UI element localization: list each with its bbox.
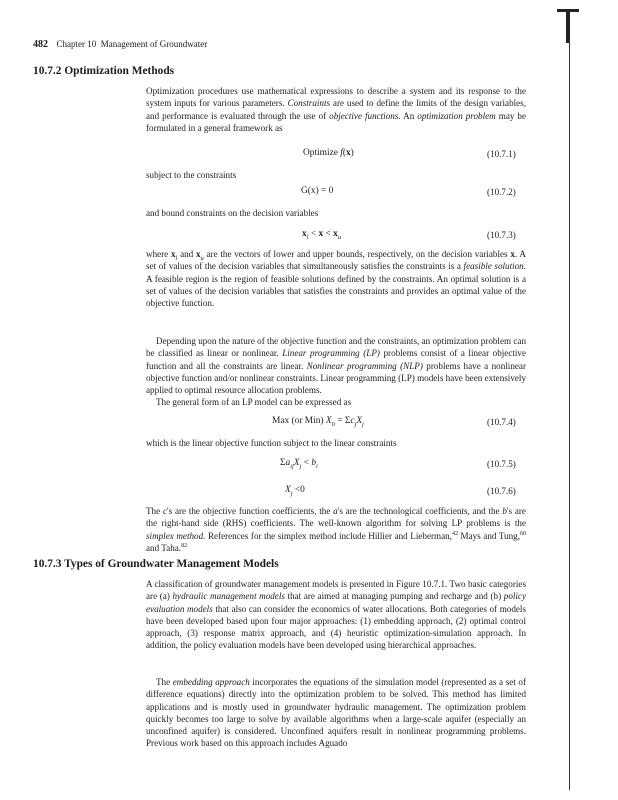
paragraph: The embedding approach incorporates the equations of the simulation model (represented as a set of difference equations) directly into the optimization problem to be solved. This method has limited applications and is mostly used in groundwater hydraulic management. The optimization problem quickly becomes too large to solve by available algorithms when a large-scale aquifer (especially an unconfined aquifer) is considered. Unconfined aquifers result in nonlinear programming problems. Previous work based on this approach includes Aguado (146, 677, 526, 749)
equation-number: (10.7.6) (487, 486, 516, 496)
paragraph: The general form of an LP model can be expressed as (156, 397, 352, 407)
equation-10-7-4: Max (or Min) $X_0 = \Sigma c_jX_j$ (272, 416, 364, 428)
equation-number: (10.7.4) (487, 417, 516, 427)
paragraph: A classification of groundwater management models is presented in Figure 10.7.1. Two basic categories are (a) hydraulic management models that are aimed at managing pumping and recharge and (b) policy evaluation models that also can consider the economics of water allocations. Both categories of models have been developed based upon four major approaches: (1) embedding approach, (2) optimal control approach, (3) response matrix approach, and (4) heuristic optimization-simulation approach. In addition, the policy evaluation models have been developed using hierarchical approaches. (146, 579, 526, 651)
equation-number: (10.7.1) (487, 149, 516, 159)
paragraph: where $x_l$ and $x_u$ are the vectors of lower and upper bounds, respectively, on the decision variables x. A set of values of the decision variables that simultaneously satisfies the constraints is a feasible solution. A feasible region is the region of feasible solutions defined by the constraints. An optimal solution is a set of values of the decision variables that satisfies the constraints and provides an optimal value of the objective function. (146, 249, 526, 309)
equation-number: (10.7.5) (487, 459, 516, 469)
equation-10-7-5: $\Sigma a_{ij}X_j < b_i$ (280, 458, 318, 470)
equation-number: (10.7.2) (487, 187, 516, 197)
section-heading-10-7-3: 10.7.3 Types of Groundwater Management Models (33, 558, 279, 570)
section-heading-10-7-2: 10.7.2 Optimization Methods (33, 65, 175, 77)
paragraph: subject to the constraints (146, 170, 237, 180)
page-edge-line (569, 40, 570, 790)
paragraph: which is the linear objective function subject to the linear constraints (146, 438, 397, 448)
equation-10-7-6: $X_j <0$ (285, 485, 305, 497)
running-header (33, 39, 207, 50)
paragraph: Depending upon the nature of the objective function and the constraints, an optimization problem can be classified as linear or nonlinear. Linear programming (LP) problems consist of a linear objective function and all the constraints are linear. Nonlinear programming (NLP) problems have a nonlinear objective function and/or nonlinear constraints. Linear programming (LP) models have been extensively applied to optimal resource allocation problems. (146, 336, 527, 396)
equation-10-7-2: G(x) = 0 (301, 186, 334, 196)
crop-mark-bar (566, 11, 570, 43)
page-number: 482 (33, 39, 48, 50)
running-title: Chapter 10 Management of Groundwater (56, 39, 208, 49)
equation-10-7-1: Optimize f(x) (303, 148, 354, 158)
paragraph: and bound constraints on the decision variables (146, 208, 319, 218)
paragraph: The c's are the objective function coefficients, the a's are the technological coefficients, and the b's are the right-hand side (RHS) coefficients. The well-known algorithm for solving LP problems is the simplex method. References for the simplex method include Hillier and Lieberman,$^{42}$ Mays and Tung,$^{60}$ and Taha.$^{82}$ (146, 506, 526, 553)
equation-number: (10.7.3) (487, 230, 516, 240)
paragraph: Optimization procedures use mathematical expressions to describe a system and its response to the system inputs for various parameters. Constraints are used to define the limits of the design variables, and performance is evaluated through the use of objective functions. An optimization problem may be formulated in a general framework as (146, 86, 526, 133)
equation-10-7-3: $x_l < x < x_u$ (302, 229, 342, 241)
